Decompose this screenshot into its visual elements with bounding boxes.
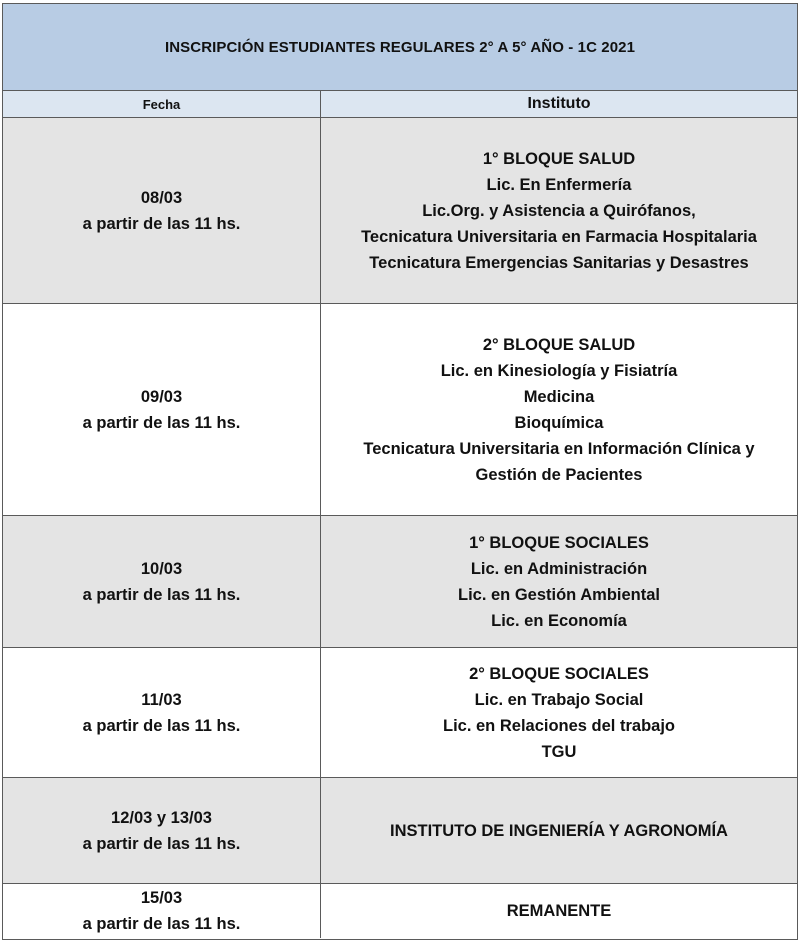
table-row: [3, 884, 797, 938]
instituto-line: Lic.Org. y Asistencia a Quirófanos,: [422, 201, 696, 220]
table-row: [3, 118, 797, 304]
table-row: [3, 304, 797, 516]
instituto-line: 1° BLOQUE SALUD: [482, 149, 636, 168]
fecha-line: a partir de las 11 hs.: [82, 413, 241, 432]
fecha-line: a partir de las 11 hs.: [82, 834, 241, 853]
instituto-line: Medicina: [523, 387, 595, 406]
fecha-line: a partir de las 11 hs.: [82, 585, 241, 604]
fecha-line: 12/03 y 13/03: [111, 808, 212, 827]
instituto-cell: [321, 118, 797, 303]
instituto-line: Lic. En Enfermería: [486, 175, 632, 194]
instituto-line: INSTITUTO DE INGENIERÍA Y AGRONOMÍA: [390, 821, 728, 840]
fecha-line: 08/03: [140, 188, 183, 207]
table-header-row: [3, 91, 797, 118]
instituto-line: Bioquímica: [514, 413, 604, 432]
instituto-line: 1° BLOQUE SOCIALES: [469, 533, 649, 552]
instituto-line: Lic. en Kinesiología y Fisiatría: [440, 361, 678, 380]
instituto-line: Tecnicatura Universitaria en Información Clínica y: [363, 439, 755, 458]
fecha-cell: [3, 304, 321, 515]
fecha-line: 15/03: [140, 889, 183, 907]
fecha-cell: [3, 648, 321, 777]
instituto-line: Tecnicatura Universitaria en Farmacia Hospitalaria: [361, 227, 757, 246]
instituto-cell: [321, 304, 797, 515]
header-instituto: Instituto: [527, 95, 591, 112]
instituto-line: TGU: [541, 742, 577, 761]
table-title: INSCRIPCIÓN ESTUDIANTES REGULARES 2° A 5° AÑO - 1C 2021: [3, 4, 797, 91]
fecha-line: 09/03: [140, 387, 183, 406]
instituto-line: 2° BLOQUE SOCIALES: [469, 664, 649, 683]
fecha-cell: [3, 778, 321, 883]
fecha-line: 10/03: [140, 559, 183, 578]
instituto-cell: [321, 516, 797, 647]
table-row: [3, 516, 797, 648]
table-body: [3, 118, 797, 938]
instituto-cell: [321, 648, 797, 777]
table-row: [3, 648, 797, 778]
fecha-cell: [3, 118, 321, 303]
instituto-line: Lic. en Economía: [491, 611, 627, 630]
fecha-line: 11/03: [141, 690, 182, 709]
header-fecha: Fecha: [3, 91, 321, 117]
fecha-cell: [3, 884, 321, 938]
instituto-line: Lic. en Trabajo Social: [474, 690, 644, 709]
instituto-line: Lic. en Relaciones del trabajo: [443, 716, 675, 735]
fecha-line: a partir de las 11 hs.: [82, 915, 241, 933]
table-row: [3, 778, 797, 884]
fecha-line: a partir de las 11 hs.: [82, 716, 241, 735]
fecha-cell: [3, 516, 321, 647]
instituto-line: Lic. en Gestión Ambiental: [457, 585, 660, 604]
instituto-line: Lic. en Administración: [470, 559, 648, 578]
instituto-cell: [321, 778, 797, 883]
instituto-line: 2° BLOQUE SALUD: [482, 335, 636, 354]
instituto-line: REMANENTE: [506, 902, 612, 920]
instituto-line: Gestión de Pacientes: [475, 465, 643, 484]
fecha-line: a partir de las 11 hs.: [82, 214, 241, 233]
instituto-line: Tecnicatura Emergencias Sanitarias y Desastres: [369, 253, 749, 272]
instituto-cell: [321, 884, 797, 938]
schedule-table: [2, 3, 798, 940]
